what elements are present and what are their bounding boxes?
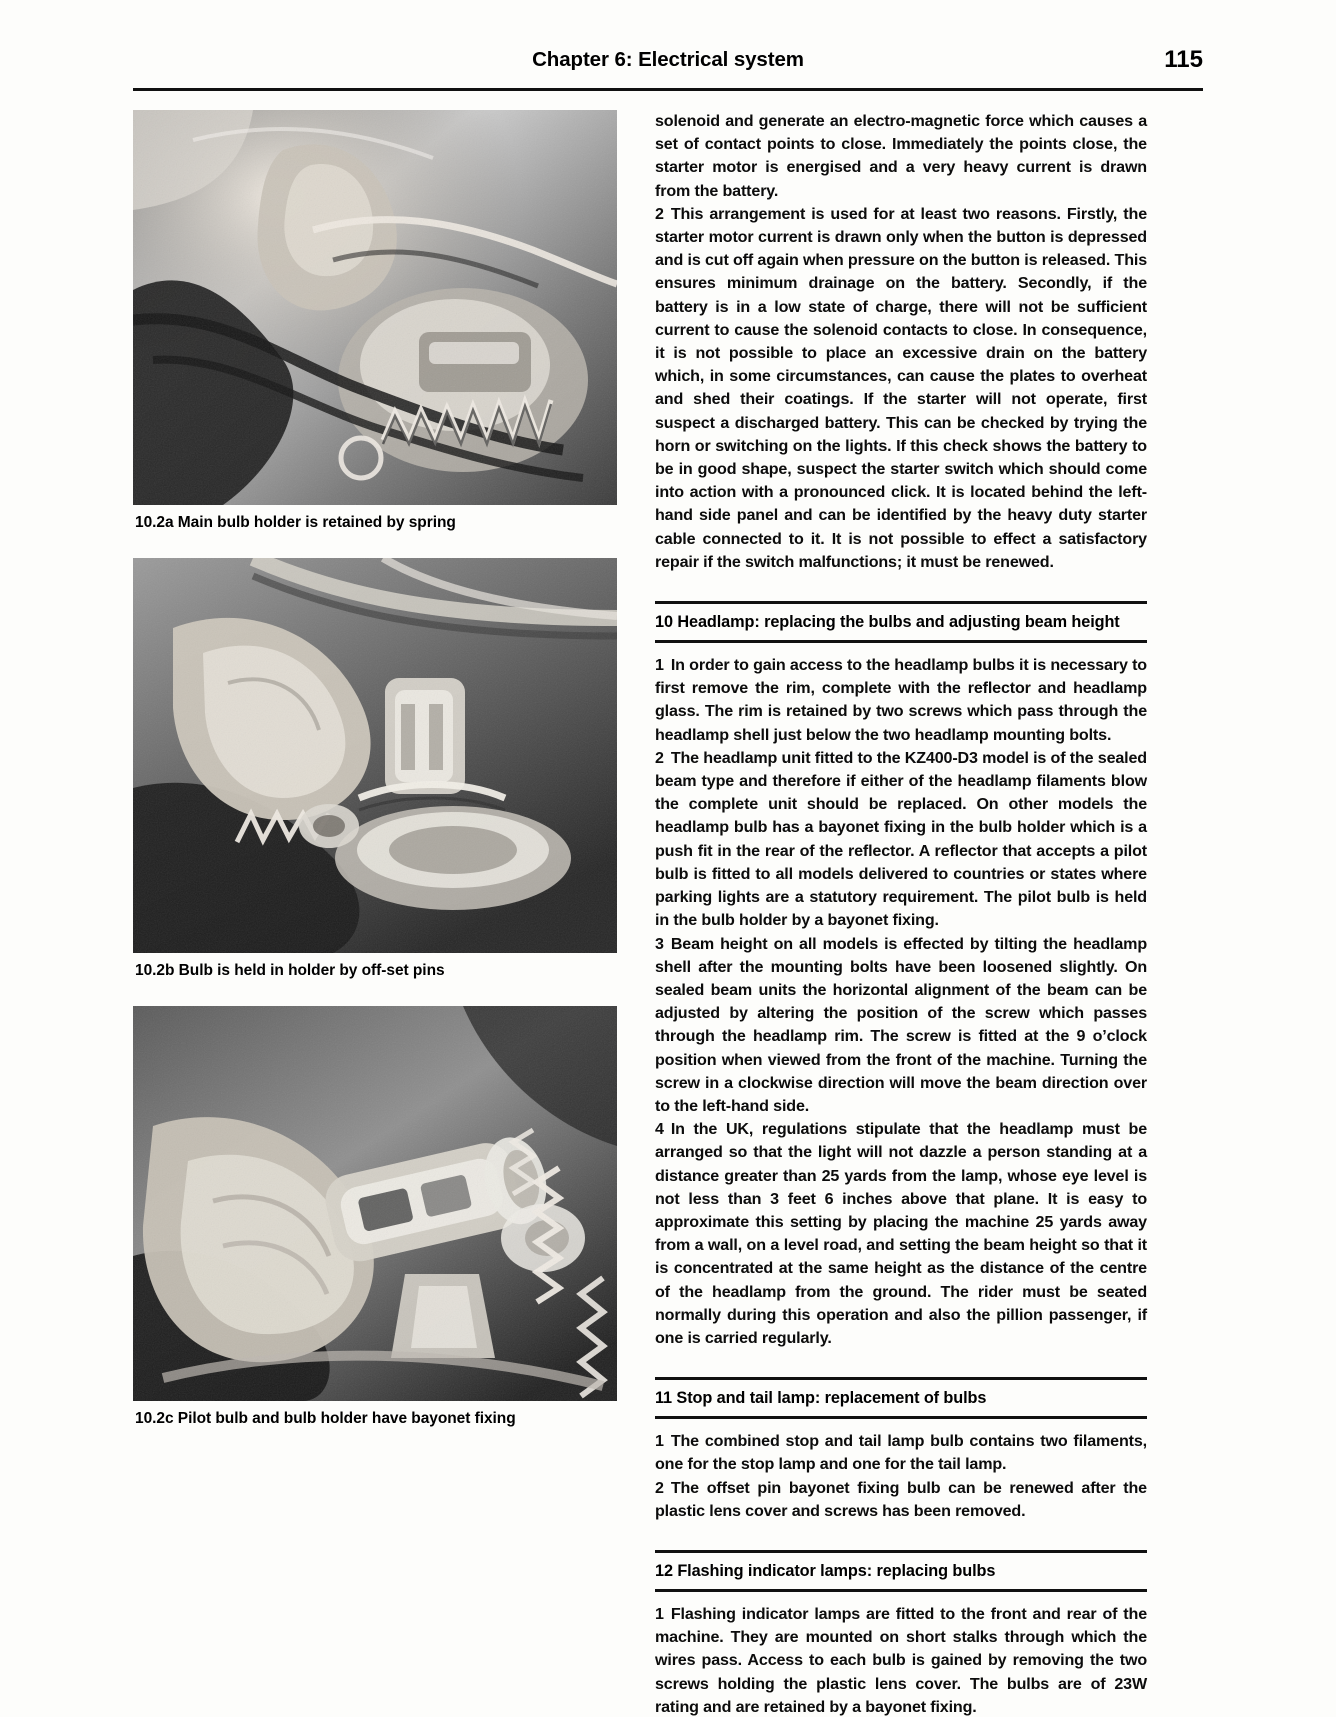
paragraph-1 (655, 654, 1147, 747)
left-column (133, 110, 633, 1428)
paragraph-1 (655, 1430, 1147, 1476)
paragraph-number: 1 (655, 656, 664, 675)
section-heading: 10 Headlamp: replacing the bulbs and adjusting beam height (655, 613, 1120, 632)
paragraph-text: Beam height on all models is effected by tilting the headlamp shell after the mounting bolts have been loosened slightly. On sealed beam units the horizontal alignment of the beam can be adjusted by altering the position of the screw which passes through the headlamp rim. The screw is fitted at the 9 o’clock position when viewed from the front of the machine. Turning the screw in a clockwise direction will move the beam direction over to the left-hand side. (655, 934, 1147, 1115)
section-divider-bottom (655, 640, 1147, 643)
section-body (655, 1603, 1147, 1717)
page-title: Chapter 6: Electrical system (532, 48, 804, 71)
paragraph-4 (655, 1118, 1147, 1350)
paragraph-3 (655, 933, 1147, 1119)
paragraph-number: 2 (655, 748, 664, 767)
figure-caption: 10.2b Bulb is held in holder by off-set pins (135, 962, 445, 979)
section-10 (655, 601, 1147, 1350)
right-column (655, 110, 1147, 1717)
photo-bulb-held-in-holder-by-offset-pins (133, 558, 617, 953)
photo-main-bulb-holder-retained-by-spring (133, 110, 617, 505)
paragraph-2 (655, 203, 1147, 574)
figure-10-2c (133, 1006, 633, 1428)
figure-10-2b (133, 558, 633, 980)
paragraph-number: 1 (655, 1432, 664, 1451)
section-body (655, 1430, 1147, 1523)
section-body (655, 654, 1147, 1350)
paragraph-number: 4 (655, 1120, 664, 1139)
figure-caption: 10.2a Main bulb holder is retained by spring (135, 514, 456, 531)
paragraph-continued (655, 110, 1147, 203)
page-number: 115 (1164, 46, 1203, 73)
page-header (133, 48, 1203, 88)
section-heading: 12 Flashing indicator lamps: replacing bulbs (655, 1561, 996, 1580)
paragraph-text: solenoid and generate an electro-magnetic force which causes a set of contact points to close. Immediately the points close, the starter motor is energised and a very heavy current is drawn from the battery. (655, 112, 1147, 200)
paragraph-text: The combined stop and tail lamp bulb contains two filaments, one for the stop lamp and one for the tail lamp. (655, 1432, 1147, 1474)
section-12 (655, 1550, 1147, 1717)
figure-10-2a (133, 110, 633, 532)
paragraph-text: Flashing indicator lamps are fitted to the front and rear of the machine. They are mounted on short stalks through which the wires pass. Access to each bulb is gained by removing the two screws holding the plastic lens cover. The bulbs are of 23W rating and are retained by a bayonet fixing. (655, 1604, 1147, 1716)
paragraph-text: The offset pin bayonet fixing bulb can be renewed after the plastic lens cover and screws has been removed. (655, 1478, 1147, 1520)
paragraph-text: The headlamp unit fitted to the KZ400-D3 model is of the sealed beam type and therefore if either of the headlamp filaments blow the complete unit should be replaced. On other models the headlamp bulb has a bayonet fixing in the bulb holder which is a push fit in the rear of the reflector. A reflector that accepts a pilot bulb is fitted to all models delivered to countries or states where parking lights are a statutory requirement. The pilot bulb is held in the bulb holder by a bayonet fixing. (655, 748, 1147, 930)
paragraph-number: 1 (655, 1604, 664, 1623)
paragraph-2 (655, 747, 1147, 933)
paragraph-number: 3 (655, 934, 664, 953)
paragraph-number: 2 (655, 204, 664, 223)
section-11 (655, 1377, 1147, 1523)
paragraph-text: In the UK, regulations stipulate that the headlamp must be arranged so that the light will not dazzle a person standing at a distance greater than 25 yards from the lamp, whose eye level is not less than 3 feet 6 inches above that plane. It is easy to approximate this setting by placing the machine 25 yards away from a wall, on a level road, and setting the beam height so that it is concentrated at the same height as the distance of the centre of the headlamp from the ground. The rider must be seated normally during this operation and also the pillion passenger, if one is carried regularly. (655, 1120, 1147, 1347)
photo-pilot-bulb-and-holder-bayonet-fixing (133, 1006, 617, 1401)
paragraph-text: This arrangement is used for at least two reasons. Firstly, the starter motor current is drawn only when the button is depressed and is cut off again when pressure on the button is released. This ensures minimum drainage on the battery. Secondly, if the battery is in a low state of charge, there will not be sufficient current to cause the solenoid contacts to close. In consequence, it is not possible to place an excessive drain on the battery which, in some circumstances, can cause the plates to overheat and shed their coatings. If the starter will not operate, first suspect a discharged battery. This can be checked by trying the horn or switching on the lights. If this check shows the battery to be in good shape, suspect the starter switch which should come into action with a pronounced click. It is located behind the left-hand side panel and can be identified by the heavy duty starter cable connected to it. It is not possible to effect a satisfactory repair if the switch malfunctions; it must be renewed. (655, 204, 1147, 571)
paragraph-text: In order to gain access to the headlamp bulbs it is necessary to first remove the rim, complete with the reflector and headlamp glass. The rim is retained by two screws which pass through the headlamp shell just below the two headlamp mounting bolts. (655, 656, 1147, 744)
section-divider-bottom (655, 1589, 1147, 1592)
section-heading: 11 Stop and tail lamp: replacement of bulbs (655, 1389, 987, 1408)
paragraph-2 (655, 1477, 1147, 1523)
paragraph-number: 2 (655, 1478, 664, 1497)
section-divider-bottom (655, 1416, 1147, 1419)
figure-caption: 10.2c Pilot bulb and bulb holder have bayonet fixing (135, 1410, 516, 1427)
header-divider (133, 88, 1203, 91)
paragraph-1 (655, 1603, 1147, 1717)
